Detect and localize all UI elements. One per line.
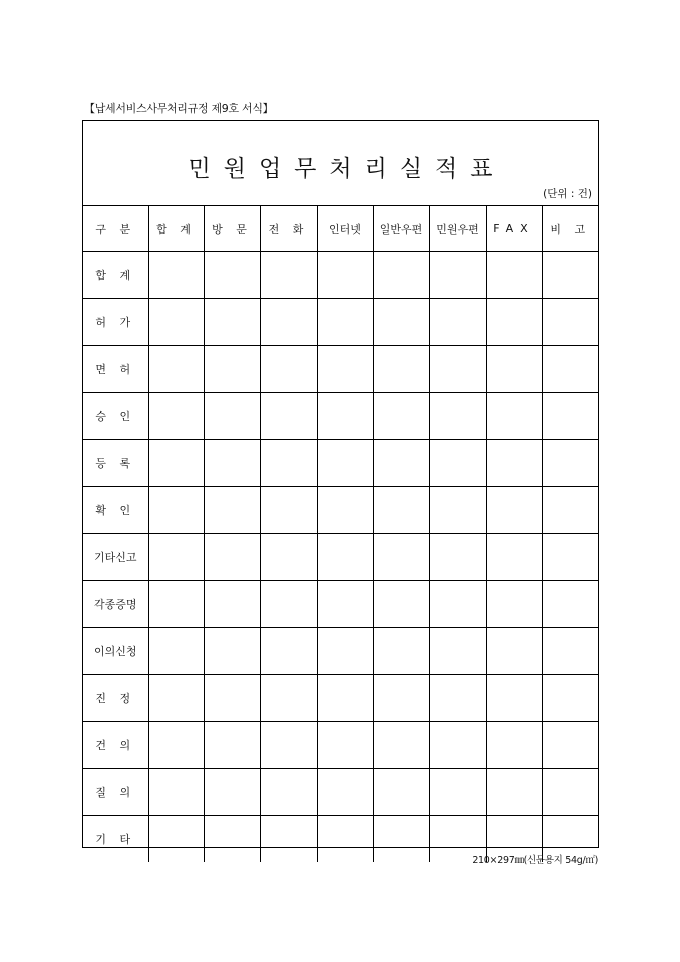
table-cell[interactable] [204, 769, 260, 816]
table-cell[interactable] [542, 628, 598, 675]
table-row [83, 487, 598, 534]
table-cell[interactable] [429, 346, 486, 393]
table-cell[interactable] [486, 722, 542, 769]
table-cell[interactable] [486, 299, 542, 346]
table-cell[interactable] [260, 769, 317, 816]
table-cell[interactable] [373, 628, 429, 675]
table-cell[interactable] [317, 675, 373, 722]
column-header: 민원우편 [429, 206, 486, 252]
row-header: 건 의 [83, 722, 148, 769]
table-cell[interactable] [204, 487, 260, 534]
table-cell[interactable] [486, 487, 542, 534]
unit-note: (단위 : 건) [543, 188, 592, 200]
row-header: 합 계 [83, 252, 148, 299]
table-cell[interactable] [204, 440, 260, 487]
row-header: 이의신청 [83, 628, 148, 675]
table-cell[interactable] [486, 534, 542, 581]
table-cell[interactable] [317, 581, 373, 628]
table-cell[interactable] [373, 534, 429, 581]
table-cell[interactable] [317, 487, 373, 534]
table-cell[interactable] [317, 252, 373, 299]
table-cell[interactable] [260, 393, 317, 440]
table-cell[interactable] [542, 299, 598, 346]
table-cell[interactable] [429, 675, 486, 722]
row-header: 확 인 [83, 487, 148, 534]
table-cell[interactable] [429, 440, 486, 487]
table-cell[interactable] [373, 487, 429, 534]
table-cell[interactable] [204, 581, 260, 628]
table-cell[interactable] [486, 628, 542, 675]
document-title: 민원업무처리실적표 [188, 156, 506, 182]
title-area [83, 121, 598, 205]
table-cell[interactable] [429, 534, 486, 581]
table-cell[interactable] [486, 675, 542, 722]
table-cell[interactable] [317, 769, 373, 816]
table-row [83, 252, 598, 299]
column-header: 합 계 [148, 206, 204, 252]
table-cell[interactable] [148, 440, 204, 487]
table-cell[interactable] [542, 534, 598, 581]
column-header: 일반우편 [373, 206, 429, 252]
table-cell[interactable] [429, 722, 486, 769]
table-cell[interactable] [317, 346, 373, 393]
table-cell[interactable] [317, 534, 373, 581]
column-header: 전 화 [260, 206, 317, 252]
table-cell[interactable] [260, 816, 317, 863]
table-cell[interactable] [373, 299, 429, 346]
table-cell[interactable] [260, 299, 317, 346]
performance-table [83, 205, 598, 862]
table-cell[interactable] [486, 581, 542, 628]
table-cell[interactable] [260, 722, 317, 769]
table-cell[interactable] [373, 581, 429, 628]
form-frame [82, 120, 599, 848]
table-cell[interactable] [260, 252, 317, 299]
row-header: 진 정 [83, 675, 148, 722]
paper-size-note: 210×297㎜(신문용지 54g/㎡) [472, 855, 598, 866]
table-cell[interactable] [429, 252, 486, 299]
table-cell[interactable] [148, 252, 204, 299]
column-header: 방 문 [204, 206, 260, 252]
column-header: FAX [486, 206, 542, 252]
table-cell[interactable] [373, 675, 429, 722]
table-cell[interactable] [148, 628, 204, 675]
table-cell[interactable] [317, 440, 373, 487]
table-cell[interactable] [486, 252, 542, 299]
table-cell[interactable] [373, 440, 429, 487]
table-cell[interactable] [260, 487, 317, 534]
table-cell[interactable] [148, 581, 204, 628]
table-cell[interactable] [148, 816, 204, 863]
row-header: 허 가 [83, 299, 148, 346]
table-cell[interactable] [373, 252, 429, 299]
table-cell[interactable] [148, 534, 204, 581]
table-cell[interactable] [486, 769, 542, 816]
table-cell[interactable] [260, 675, 317, 722]
table-header-row [83, 206, 598, 252]
table-cell[interactable] [317, 722, 373, 769]
table-cell[interactable] [260, 346, 317, 393]
table-cell[interactable] [204, 628, 260, 675]
table-cell[interactable] [542, 722, 598, 769]
table-cell[interactable] [260, 440, 317, 487]
table-cell[interactable] [429, 299, 486, 346]
row-header: 등 록 [83, 440, 148, 487]
table-row [83, 722, 598, 769]
table-row [83, 628, 598, 675]
table-cell[interactable] [429, 487, 486, 534]
table-cell[interactable] [204, 299, 260, 346]
table-cell[interactable] [373, 393, 429, 440]
table-cell[interactable] [204, 534, 260, 581]
table-cell[interactable] [542, 487, 598, 534]
table-cell[interactable] [204, 722, 260, 769]
table-row [83, 581, 598, 628]
table-cell[interactable] [317, 393, 373, 440]
table-cell[interactable] [429, 628, 486, 675]
row-header: 각종증명 [83, 581, 148, 628]
row-header: 면 허 [83, 346, 148, 393]
table-cell[interactable] [148, 769, 204, 816]
table-cell[interactable] [429, 581, 486, 628]
table-cell[interactable] [486, 393, 542, 440]
table-cell[interactable] [204, 346, 260, 393]
table-cell[interactable] [542, 769, 598, 816]
table-row [83, 440, 598, 487]
table-row [83, 299, 598, 346]
row-header: 기타신고 [83, 534, 148, 581]
table-cell[interactable] [260, 534, 317, 581]
table-cell[interactable] [148, 722, 204, 769]
table-cell[interactable] [429, 393, 486, 440]
table-row [83, 393, 598, 440]
table-cell[interactable] [148, 487, 204, 534]
table-cell[interactable] [542, 440, 598, 487]
table-cell[interactable] [429, 769, 486, 816]
table-cell[interactable] [542, 675, 598, 722]
table-cell[interactable] [148, 393, 204, 440]
table-cell[interactable] [148, 299, 204, 346]
table-cell[interactable] [260, 628, 317, 675]
table-cell[interactable] [148, 346, 204, 393]
table-row [83, 346, 598, 393]
table-cell[interactable] [204, 675, 260, 722]
table-row [83, 769, 598, 816]
table-cell[interactable] [486, 346, 542, 393]
table-cell[interactable] [373, 722, 429, 769]
table-cell[interactable] [373, 769, 429, 816]
table-cell[interactable] [317, 628, 373, 675]
table-row [83, 534, 598, 581]
table-cell[interactable] [373, 816, 429, 863]
table-row [83, 675, 598, 722]
row-header: 승 인 [83, 393, 148, 440]
form-number-label: 【납세서비스사무처리규정 제9호 서식】 [84, 102, 274, 115]
table-cell[interactable] [204, 816, 260, 863]
table-cell[interactable] [542, 252, 598, 299]
row-header: 기 타 [83, 816, 148, 863]
row-header: 질 의 [83, 769, 148, 816]
column-header: 구 분 [83, 206, 148, 252]
table-cell[interactable] [317, 816, 373, 863]
table-cell[interactable] [317, 299, 373, 346]
table-cell[interactable] [373, 346, 429, 393]
column-header: 비 고 [542, 206, 598, 252]
table-cell[interactable] [204, 252, 260, 299]
table-cell[interactable] [542, 346, 598, 393]
table-cell[interactable] [260, 581, 317, 628]
table-cell[interactable] [486, 440, 542, 487]
table-cell[interactable] [148, 675, 204, 722]
column-header: 인터넷 [317, 206, 373, 252]
table-cell[interactable] [204, 393, 260, 440]
table-cell[interactable] [542, 393, 598, 440]
table-cell[interactable] [542, 581, 598, 628]
